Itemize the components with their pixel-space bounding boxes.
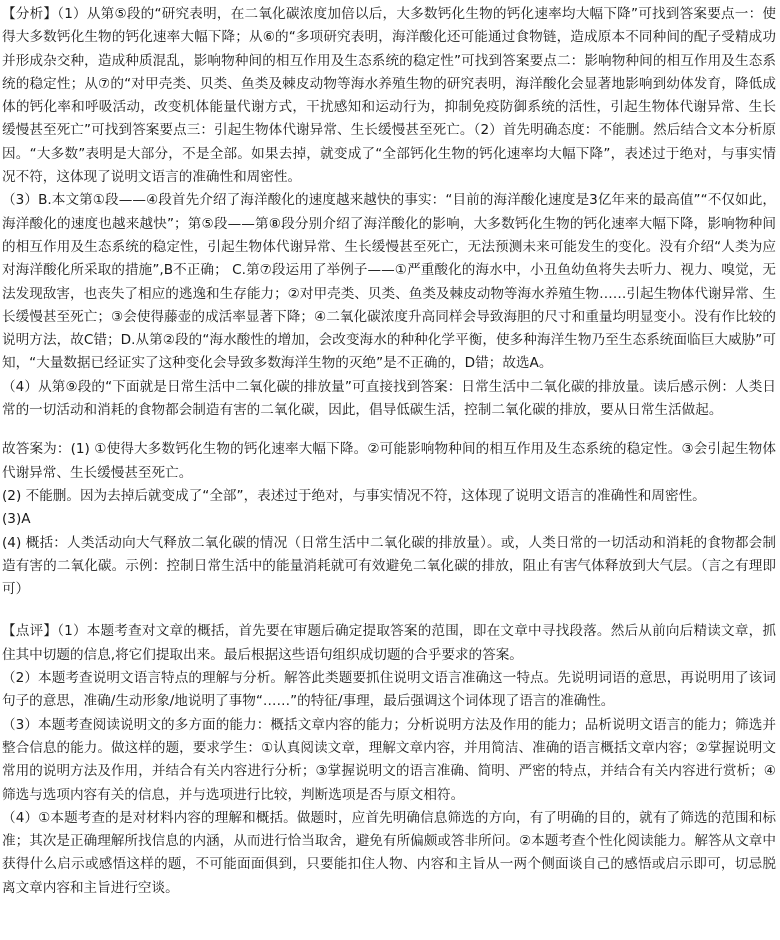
analysis-part-1-2: 【分析】（1）从第⑤段的“研究表明，在二氧化碳浓度加倍以后，大多数钙化生物的钙化速率均大幅下降”可找到答案要点一：使得大多数钙化生物的钙化速率大幅下降；从⑥的“多项研究表明，海洋酸化还可能通过食物链，造成原本不同种间的配子受精成功并形成杂交种，造成种质混乱，影响物种间的相互作用及生态系统的稳定性”可找到答案要点二：影响物种间的相互作用及生态系统的稳定性；从⑦的“对甲壳类、贝类、鱼类及棘皮动物等海水养殖生物的研究表明，海洋酸化会显著地影响到幼体发育，降低成体的钙化率和呼吸活动，改变机体能量代谢方式，干扰感知和运动行为，抑制免疫防御系统的活性，引起生物体代谢异常、生长缓慢甚至死亡”可找到答案要点三：引起生物体代谢异常、生长缓慢甚至死亡。（2）首先明确态度：不能删。然后结合文本分析原因。“大多数”表明是大部分，不是全部。如果去掉，就变成了“全部钙化生物的钙化速率均大幅下降”，表述过于绝对，与事实情况不符，这体现了说明文语言的准确性和周密性。 (2, 6, 776, 186)
comment-4: （4）①本题考查的是对材料内容的理解和概括。做题时，应首先明确信息筛选的方向，有了明确的目的，就有了筛选的范围和标准；其次是正确理解所找信息的内涵，从而进行恰当取舍，避免有所偏颇或答非所问。②本题考查个性化阅读能力。解答从文章中获得什么启示或感悟这样的题，不可能面面俱到，只要能扣住人物、内容和主旨从一两个侧面谈自己的感悟或启示即可，切忌脱离文章内容和主旨进行空谈。 (2, 809, 776, 896)
answer-2: (2) 不能删。因为去掉后就变成了“全部”，表述过于绝对，与事实情况不符，这体现了说明文语言的准确性和周密性。 (2, 487, 706, 504)
analysis-part-4: （4）从第⑨段的“下面就是日常生活中二氧化碳的排放量”可直接找到答案：日常生活中二氧化碳的排放量。读后感示例：人类日常的一切活动和消耗的食物都会制造有害的二氧化碳，因此，倡导低碳生活，控制二氧化碳的排放，要从日常生活做起。 (2, 378, 776, 419)
analysis-section (2, 3, 776, 422)
answer-section (2, 438, 776, 601)
comment-2: （2）本题考查说明文语言特点的理解与分析。解答此类题要抓住说明文语言准确这一特点。先说明词语的意思，再说明用了该词句子的意思，准确/生动形象/地说明了事物“……”的特征/事理，最后强调这个词体现了语言的准确性。 (2, 670, 776, 710)
analysis-part-3: （3）B.本文第①段——④段首先介绍了海洋酸化的速度越来越快的事实：“目前的海洋酸化速度是3亿年来的最高值”“不仅如此，海洋酸化的速度也越来越快”；第⑤段——第⑧段分别介绍了海洋酸化的影响，大多数钙化生物的钙化速率大幅下降，影响物种间的相互作用及生态系统的稳定性，引起生物体代谢异常、生长缓慢甚至死亡，无法预测未来可能发生的变化。没有介绍“人类为应对海洋酸化所采取的措施”,B不正确； C.第⑦段运用了举例子——①严重酸化的海水中，小丑鱼幼鱼将失去听力、视力、嗅觉，无法发现敌害，也丧失了相应的逃逸和生存能力；②对甲壳类、贝类、鱼类及棘皮动物等海水养殖生物……引起生物体代谢异常、生长缓慢甚至死亡；③会使得藤壶的成活率显著下降；④二氧化碳浓度升高同样会导致海胆的尺寸和重量均明显变小。没有作比较的说明方法，故C错；D.从第②段的“海水酸性的增加，会改变海水的种种化学平衡，使多种海洋生物乃至生态系统面临巨大威胁”可知，“大量数据已经证实了这种变化会导致多数海洋生物的灭绝”是不正确的，D错；故选A。 (2, 192, 776, 372)
answer-3: (3)A (2, 511, 31, 528)
answer-1: 故答案为：(1) ①使得大多数钙化生物的钙化速率大幅下降。②可能影响物种间的相互作用及生态系统的稳定性。③会引起生物体代谢异常、生长缓慢甚至死亡。 (2, 441, 776, 481)
section-spacer (2, 422, 776, 438)
comment-1: 【点评】（1）本题考查对文章的概括，首先要在审题后确定提取答案的范围，即在文章中寻找段落。然后从前向后精读文章，抓住其中切题的信息,将它们提取出来。最后根据这些语句组织成切题的合乎要求的答案。 (2, 623, 776, 663)
comment-3: （3）本题考查阅读说明文的多方面的能力：概括文章内容的能力；分析说明方法及作用的能力；品析说明文语言的能力；筛选并整合信息的能力。做这样的题，要求学生：①认真阅读文章，理解文章内容，并用简洁、准确的语言概括文章内容；②掌握说明文常用的说明方法及作用，并结合有关内容进行分析；③掌握说明文的语言准确、简明、严密的特点，并结合有关内容进行赏析；④筛选与选项内容有关的信息，并与选项进行比较，判断选项是否与原文相符。 (2, 716, 776, 803)
comment-section (2, 620, 776, 900)
answer-4: (4) 概括：人类活动向大气释放二氧化碳的情况（日常生活中二氧化碳的排放量）。或，人类日常的一切活动和消耗的食物都会制造有害的二氧化碳。示例：控制日常生活中的能量消耗就可有效避免二氧化碳的排放，阻止有害气体释放到大气层。（言之有理即可） (2, 534, 776, 598)
section-spacer (2, 601, 776, 620)
